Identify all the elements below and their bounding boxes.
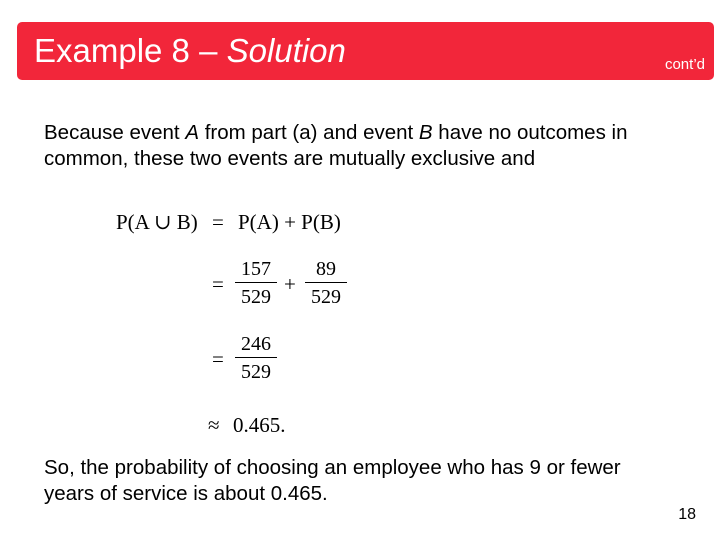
fraction-89-529: $\frac{89}{529}$ (305, 259, 347, 307)
intro-paragraph: Because event A from part (a) and event B have no outcomes in common, these two events are mutually exclusive and (44, 121, 628, 170)
fraction-157-529: $\frac{157}{529}$ (235, 259, 277, 307)
equals-sign-2: = (212, 272, 224, 296)
page-number: 18 (678, 506, 696, 523)
continued-label: cont’d (664, 56, 705, 73)
equation-rhs-1: P(A) + P(B) (238, 210, 341, 234)
fraction-246-529: $\frac{246}{529}$ (235, 334, 277, 382)
equation-result: 0.465. (233, 413, 286, 437)
equals-sign-1: = (212, 210, 224, 234)
equals-sign-3: = (212, 347, 224, 371)
equation-lhs: P(A ∪ B) (116, 210, 198, 234)
conclusion-paragraph: So, the probability of choosing an employee who has 9 or fewer years of service is about 0.465. (44, 456, 621, 505)
slide-title: Example 8 – Solution (34, 32, 346, 69)
plus-sign: + (284, 272, 296, 296)
approx-sign: ≈ (208, 413, 220, 437)
title-bar (17, 22, 714, 80)
